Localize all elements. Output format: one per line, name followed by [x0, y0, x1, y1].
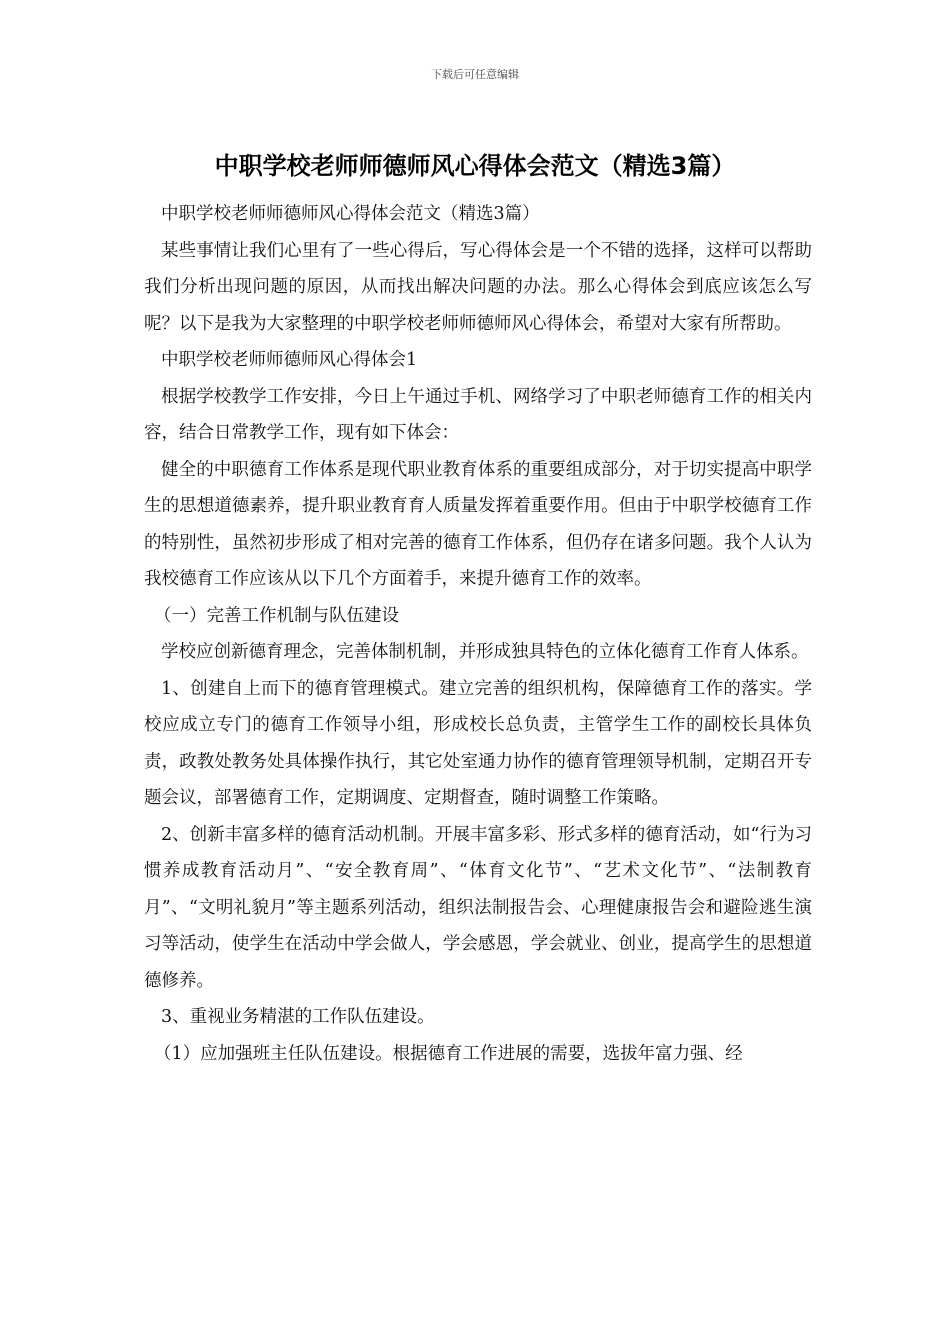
list-item-paragraph: 3、重视业务精湛的工作队伍建设。 — [161, 1007, 435, 1027]
body-paragraph: 学校应创新德育理念，完善体制机制，并形成独具特色的立体化德育工作育人体系。 — [161, 642, 809, 662]
intro-paragraph: 某些事情让我们心里有了一些心得后，写心得体会是一个不错的选择，这样可以帮助我们分析出现问题的原因，从而找出解决问题的办法。那么心得体会到底应该怎么写呢？以下是我为大家整理的中职学校老师师德师风心得体会，希望对大家有所帮助。 — [144, 240, 812, 334]
header-note: 下载后可任意编辑 — [431, 68, 519, 81]
document-title: 中职学校老师师德师风心得体会范文（精选3篇） — [214, 152, 736, 180]
list-item-paragraph: 2、创新丰富多样的德育活动机制。开展丰富多彩、形式多样的德育活动，如“行为习惯养成教育活动月”、“安全教育周”、“体育文化节”、“艺术文化节”、“法制教育月”、“文明礼貌月”等主题系列活动，组织法制报告会、心理健康报告会和避险逃生演习等活动，使学生在活动中学会做人，学会感恩，学会就业、创业，提高学生的思想道德修养。 — [144, 824, 812, 991]
body-paragraph: 健全的中职德育工作体系是现代职业教育体系的重要组成部分，对于切实提高中职学生的思想道德素养，提升职业教育育人质量发挥着重要作用。但由于中职学校德育工作的特别性，虽然初步形成了相对完善的德育工作体系，但仍存在诸多问题。我个人认为我校德育工作应该从以下几个方面着手，来提升德育工作的效率。 — [144, 459, 812, 589]
subsection-heading: （一）完善工作机制与队伍建设 — [154, 605, 399, 626]
document-body — [144, 196, 812, 1072]
list-item-paragraph: （1）应加强班主任队伍建设。根据德育工作进展的需要，选拔年富力强、经 — [154, 1043, 743, 1064]
list-item-paragraph: 1、创建自上而下的德育管理模式。建立完善的组织机构，保障德育工作的落实。学校应成立专门的德育工作领导小组，形成校长总负责，主管学生工作的副校长具体负责，政教处教务处具体操作执行，其它处室通力协作的德育管理领导机制，定期召开专题会议，部署德育工作，定期调度、定期督查，随时调整工作策略。 — [144, 678, 812, 808]
subtitle-paragraph: 中职学校老师师德师风心得体会范文（精选3篇） — [161, 204, 540, 224]
section-heading: 中职学校老师师德师风心得体会1 — [161, 350, 418, 370]
body-paragraph: 根据学校教学工作安排，今日上午通过手机、网络学习了中职老师德育工作的相关内容，结合日常教学工作，现有如下体会： — [144, 386, 812, 443]
